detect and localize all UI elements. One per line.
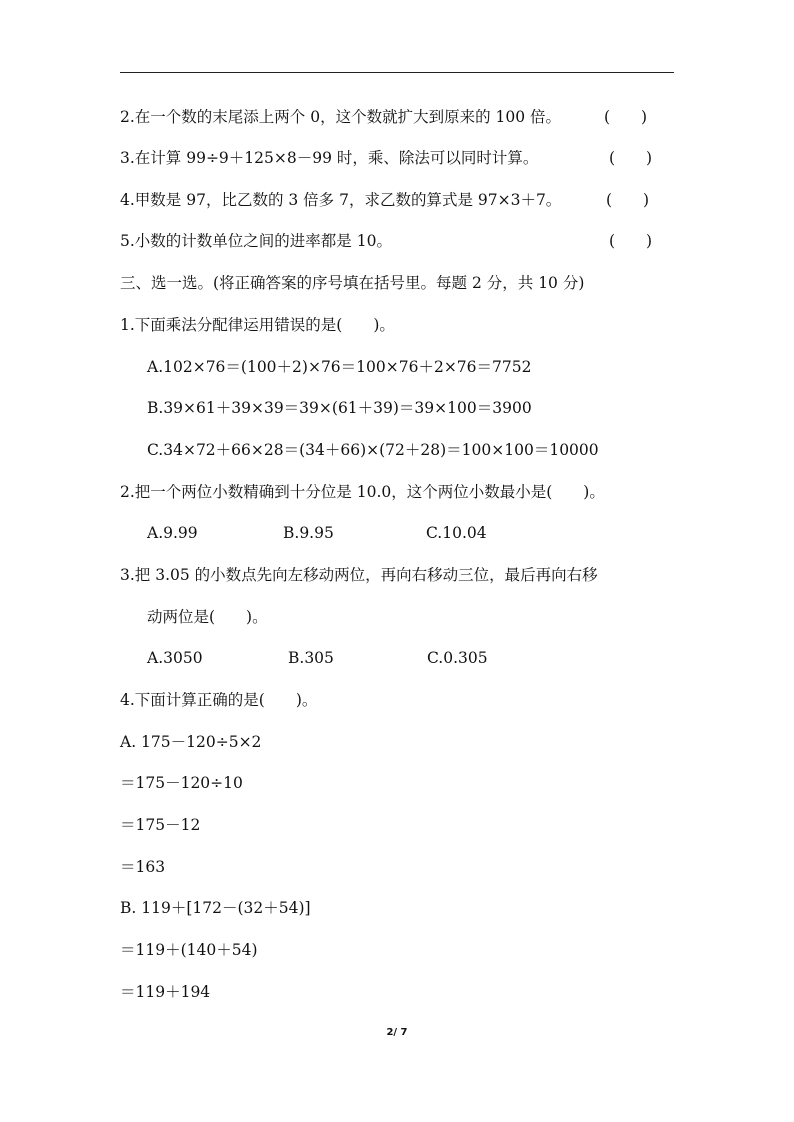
choice-q4-b-step-1: ＝119＋(140＋54) [120, 941, 258, 959]
header-rule [120, 72, 674, 73]
judge-answer-blank-3[interactable]: ( ) [609, 149, 653, 167]
choice-q2-option-b[interactable]: B.9.95 [283, 524, 334, 542]
judge-item-3: 3.在计算 99÷9＋125×8－99 时，乘、除法可以同时计算。 [120, 149, 539, 167]
choice-q4-option-b[interactable]: B. 119＋[172－(32＋54)] [120, 899, 311, 917]
judge-item-5: 5.小数的计数单位之间的进率都是 10。 [120, 232, 392, 250]
choice-q4-a-step-1: ＝175－120÷10 [120, 774, 243, 792]
choice-q3-option-c[interactable]: C.0.305 [427, 649, 488, 667]
choice-q1-option-a[interactable]: A.102×76＝(100＋2)×76＝100×76＋2×76＝7752 [147, 358, 532, 376]
choice-q3-option-b[interactable]: B.305 [288, 649, 334, 667]
choice-q2-option-c[interactable]: C.10.04 [426, 524, 487, 542]
choice-q3-option-a[interactable]: A.3050 [147, 649, 203, 667]
page-number: 2/ 7 [386, 1027, 408, 1038]
judge-answer-blank-2[interactable]: ( ) [604, 108, 648, 126]
choice-q2-stem: 2.把一个两位小数精确到十分位是 10.0，这个两位小数最小是( )。 [120, 483, 605, 501]
choice-q4-a-step-2: ＝175－12 [120, 816, 201, 834]
choice-q4-option-a[interactable]: A. 175－120÷5×2 [120, 733, 262, 751]
choice-q1-option-b[interactable]: B.39×61＋39×39＝39×(61＋39)＝39×100＝3900 [147, 399, 532, 417]
judge-answer-blank-4[interactable]: ( ) [606, 191, 650, 209]
choice-q4-a-step-3: ＝163 [120, 858, 166, 876]
section-heading-choice: 三、选一选。(将正确答案的序号填在括号里。每题 2 分，共 10 分) [120, 274, 585, 292]
choice-q1-option-c[interactable]: C.34×72＋66×28＝(34＋66)×(72＋28)＝100×100＝10000 [147, 441, 599, 459]
choice-q2-option-a[interactable]: A.9.99 [147, 524, 198, 542]
choice-q1-stem: 1.下面乘法分配律运用错误的是( )。 [120, 316, 395, 334]
judge-item-2: 2.在一个数的末尾添上两个 0，这个数就扩大到原来的 100 倍。 [120, 108, 562, 126]
choice-q4-b-step-2: ＝119＋194 [120, 983, 211, 1001]
choice-q3-stem-line2: 动两位是( )。 [147, 608, 268, 626]
choice-q4-stem: 4.下面计算正确的是( )。 [120, 691, 318, 709]
choice-q3-stem-line1: 3.把 3.05 的小数点先向左移动两位，再向右移动三位，最后再向右移 [120, 566, 598, 584]
judge-item-4: 4.甲数是 97，比乙数的 3 倍多 7，求乙数的算式是 97×3＋7。 [120, 191, 562, 209]
judge-answer-blank-5[interactable]: ( ) [609, 232, 653, 250]
